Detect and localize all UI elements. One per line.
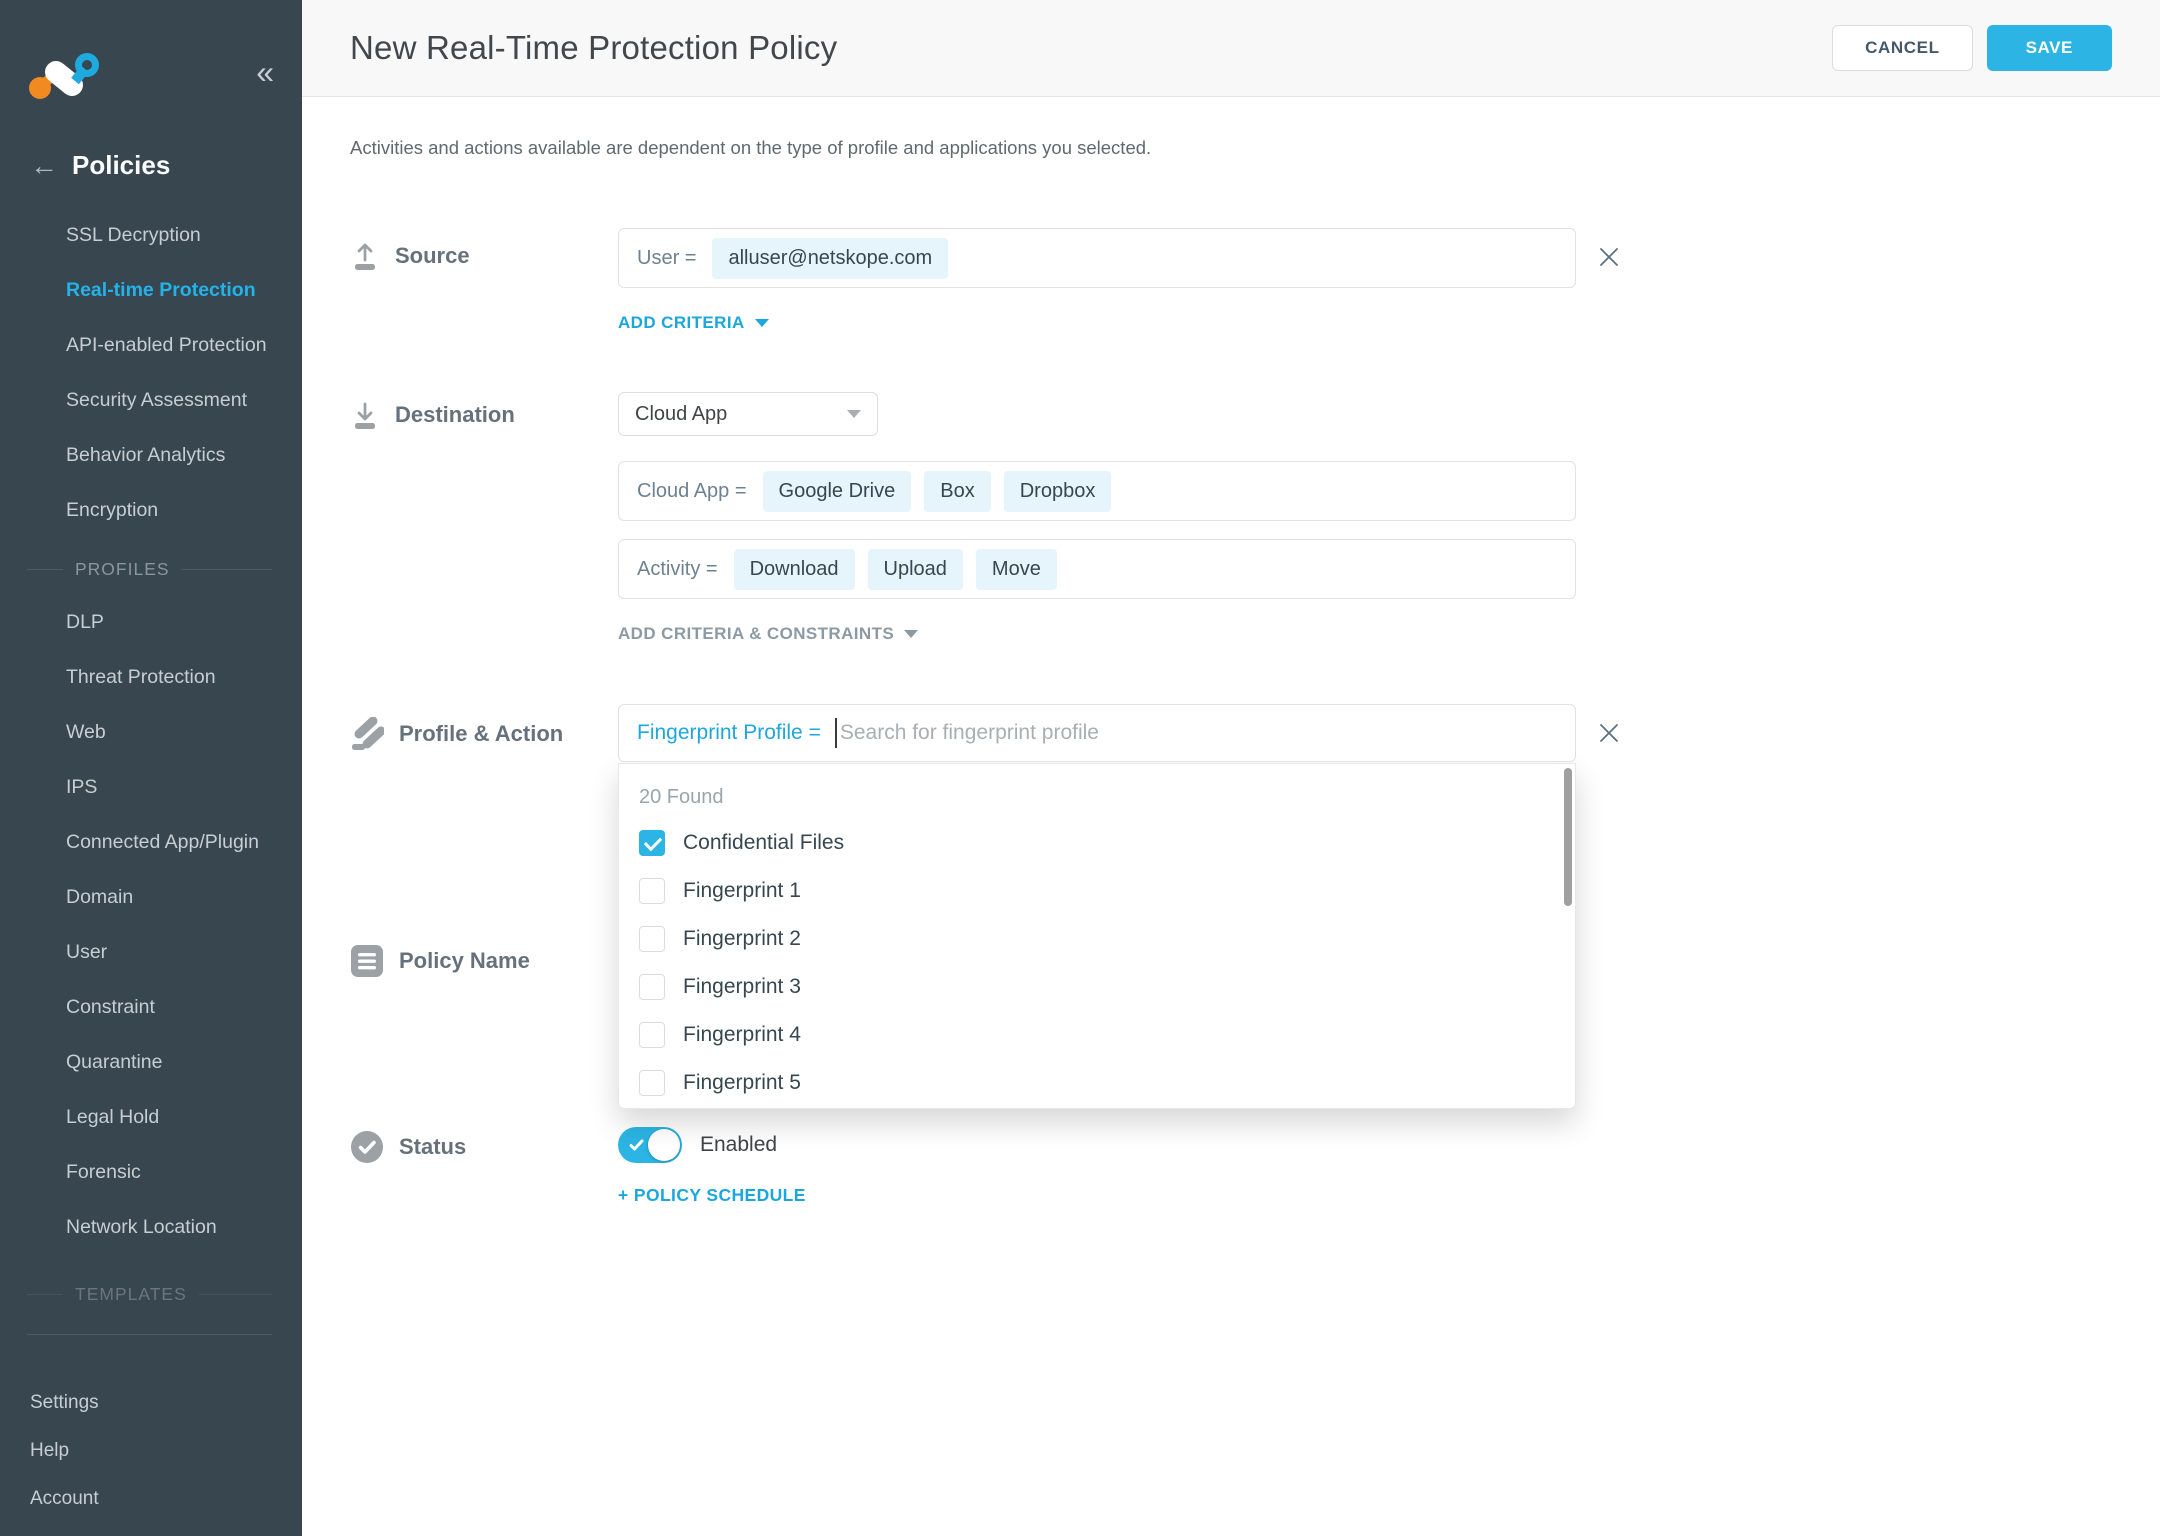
option-fingerprint-5[interactable]: Fingerprint 5 [639,1059,1575,1107]
destination-control [618,392,1576,644]
policy-schedule-link[interactable]: + POLICY SCHEDULE [618,1185,806,1205]
sidebar-item-threat-protection[interactable]: Threat Protection [66,666,216,688]
chevron-down-icon [904,630,918,638]
source-section [350,228,2160,333]
gavel-icon [350,717,384,751]
page-header [302,0,2160,97]
save-button[interactable]: SAVE [1987,25,2112,71]
sidebar-item-web[interactable]: Web [66,721,106,743]
sidebar-nav [27,222,272,1335]
close-icon [1597,245,1621,269]
document-lines-icon [350,944,384,978]
sidebar-separator [27,1334,272,1335]
checkbox-checked-icon[interactable] [639,830,665,856]
sidebar-item-real-time-protection[interactable]: Real-time Protection [66,279,256,301]
option-fingerprint-3[interactable]: Fingerprint 3 [639,963,1575,1011]
sidebar-item-help[interactable]: Help [30,1440,70,1461]
cloud-app-criteria-key: Cloud App = [637,479,747,502]
chevron-down-icon [847,410,861,418]
text-cursor [835,718,837,748]
destination-type-value: Cloud App [635,402,728,425]
status-section [350,1126,2160,1206]
sidebar-item-dlp[interactable]: DLP [66,611,104,633]
cancel-button[interactable]: CANCEL [1832,25,1972,71]
fingerprint-criteria-key: Fingerprint Profile = [637,721,821,744]
results-count: 20 Found [639,786,724,808]
checkbox-icon[interactable] [639,878,665,904]
profile-action-control [618,704,1576,1094]
checkbox-icon[interactable] [639,974,665,1000]
sidebar-item-settings[interactable]: Settings [30,1392,99,1413]
activity-criteria-box[interactable] [618,539,1576,599]
back-arrow-icon: ← [30,149,58,181]
sidebar-collapse-icon[interactable]: « [256,54,274,90]
sidebar-section-title: Policies [72,150,171,180]
sidebar-item-account[interactable]: Account [30,1488,99,1509]
source-remove-button[interactable] [1596,245,1622,271]
profile-action-label-group [350,704,618,751]
checkbox-icon[interactable] [639,1070,665,1096]
sidebar-item-network-location[interactable]: Network Location [66,1216,217,1238]
source-user-chip[interactable]: alluser@netskope.com [712,238,948,279]
netskope-logo-icon [26,46,102,102]
activity-criteria-key: Activity = [637,557,718,580]
profile-action-label: Profile & Action [399,721,564,746]
cloud-app-chip-dropbox[interactable]: Dropbox [1004,471,1112,512]
status-toggle-row [618,1126,1576,1163]
profiles-divider: PROFILES [27,559,272,579]
activity-chip-download[interactable]: Download [734,549,855,590]
main-area [302,0,2160,1536]
back-to-policies[interactable] [30,150,170,181]
sidebar-item-connected-app-plugin[interactable]: Connected App/Plugin [66,831,259,853]
form-subtitle: Activities and actions available are dependent on the type of profile and applications you selected. [350,137,1152,158]
source-criteria-box[interactable] [618,228,1576,288]
sidebar-item-constraint[interactable]: Constraint [66,996,155,1018]
sidebar-item-forensic[interactable]: Forensic [66,1161,141,1183]
sidebar-item-security-assessment[interactable]: Security Assessment [66,389,247,411]
policy-form [302,97,2160,1206]
netskope-logo[interactable] [26,46,102,107]
dropdown-scrollbar[interactable] [1564,768,1572,906]
destination-type-select[interactable] [618,392,878,436]
checkbox-icon[interactable] [639,1022,665,1048]
sidebar-item-encryption[interactable]: Encryption [66,499,159,521]
upload-icon [350,241,380,271]
source-label: Source [395,243,470,268]
activity-chip-move[interactable]: Move [976,549,1057,590]
add-criteria-link[interactable]: ADD CRITERIA [618,313,769,333]
activity-chip-upload[interactable]: Upload [868,549,963,590]
sidebar-item-user[interactable]: User [66,941,108,963]
sidebar-item-api-enabled-protection[interactable]: API-enabled Protection [66,334,267,356]
fingerprint-search-input[interactable] [840,721,1557,745]
status-label: Status [399,1134,467,1159]
cloud-app-chip-box[interactable]: Box [924,471,990,512]
sidebar-item-ips[interactable]: IPS [66,776,98,798]
page-title: New Real-Time Protection Policy [350,29,838,66]
close-icon [1597,721,1621,745]
checkbox-icon[interactable] [639,926,665,952]
fingerprint-dropdown [618,763,1576,1109]
source-label-group [350,228,618,271]
source-criteria-key: User = [637,246,697,269]
status-control [618,1126,1576,1206]
option-confidential-files[interactable]: Confidential Files [639,819,1575,867]
option-fingerprint-2[interactable]: Fingerprint 2 [639,915,1575,963]
sidebar-item-domain[interactable]: Domain [66,886,134,908]
sidebar-footer [30,1366,99,1510]
circle-check-icon [350,1130,384,1164]
download-icon [350,400,380,430]
profile-remove-button[interactable] [1596,721,1622,747]
sidebar-item-ssl-decryption[interactable]: SSL Decryption [66,224,201,246]
option-fingerprint-1[interactable]: Fingerprint 1 [639,867,1575,915]
source-control [618,228,1576,333]
chevron-down-icon [755,319,769,327]
destination-section [350,392,2160,644]
cloud-app-chip-google-drive[interactable]: Google Drive [763,471,912,512]
templates-divider: TEMPLATES [27,1284,272,1304]
status-toggle-on[interactable] [618,1127,682,1163]
policy-name-label-group [350,944,618,978]
option-fingerprint-4[interactable]: Fingerprint 4 [639,1011,1575,1059]
status-state-text: Enabled [700,1133,778,1156]
destination-label-group [350,392,618,430]
sidebar-item-legal-hold[interactable]: Legal Hold [66,1106,160,1128]
policy-name-label: Policy Name [399,948,530,973]
sidebar-item-quarantine[interactable]: Quarantine [66,1051,163,1073]
cloud-app-criteria-box[interactable] [618,461,1576,521]
fingerprint-search-box[interactable] [618,704,1576,762]
check-icon [629,1139,644,1152]
status-label-group [350,1126,618,1164]
sidebar [0,0,302,1536]
sidebar-item-behavior-analytics[interactable]: Behavior Analytics [66,444,226,466]
add-criteria-constraints-link[interactable]: ADD CRITERIA & CONSTRAINTS [618,624,918,644]
destination-label: Destination [395,402,515,427]
